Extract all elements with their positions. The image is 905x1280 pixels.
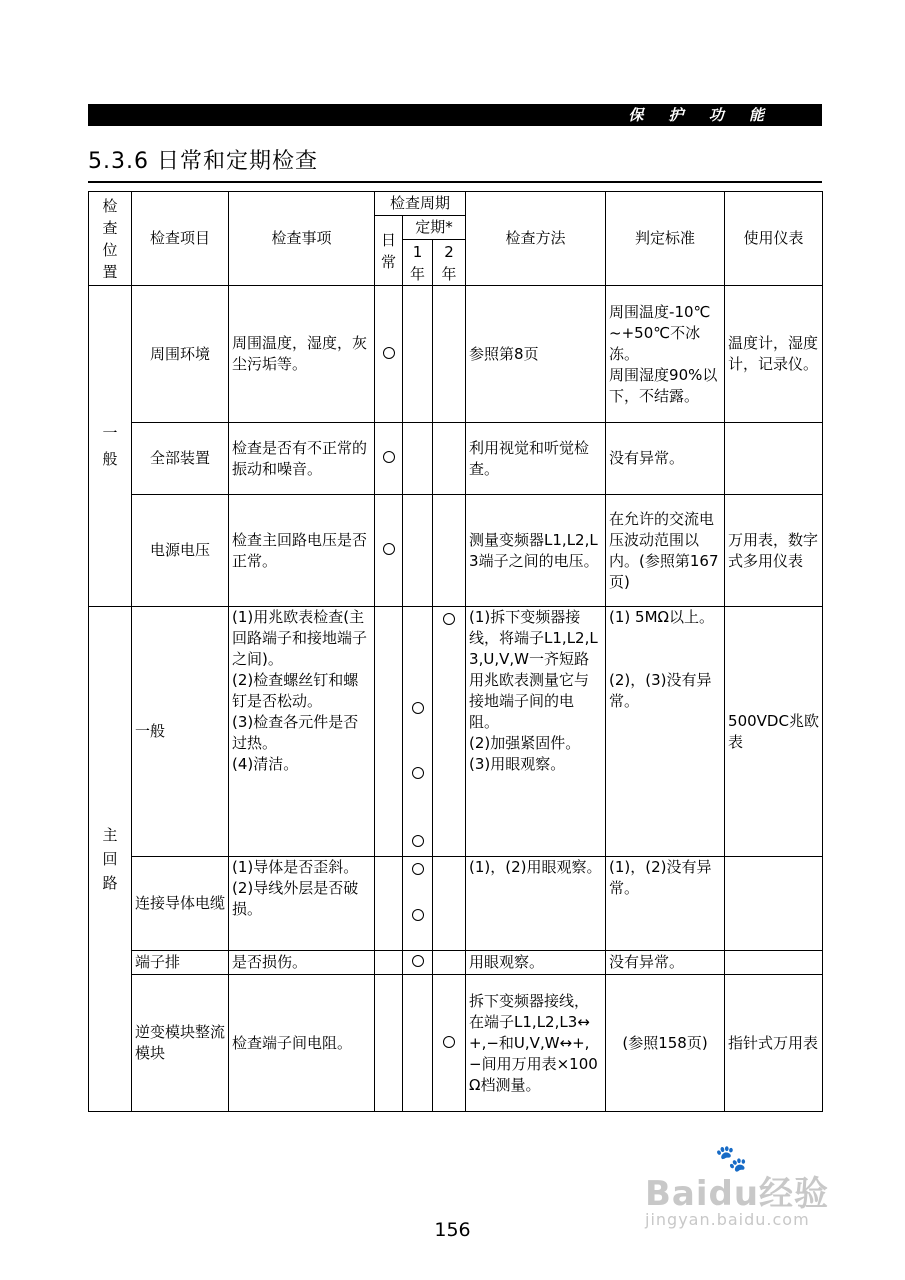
check-item: 连接导体电缆 xyxy=(132,857,229,951)
circle-mark-icon xyxy=(383,543,395,555)
circle-mark-icon xyxy=(412,909,424,921)
header-year2 xyxy=(433,240,466,286)
year2-mark xyxy=(433,423,466,495)
header-position-text: 检查位置 xyxy=(102,196,118,281)
check-criteria: 没有异常。 xyxy=(606,951,725,975)
check-method: 拆下变频器接线，在端子L1,L2,L3↔+,−和U,V,W↔+,−间用万用表×100Ω档测量。 xyxy=(466,975,606,1112)
check-criteria xyxy=(606,607,725,857)
check-matter: 周围温度，湿度，灰尘污垢等。 xyxy=(229,286,375,423)
title-rule xyxy=(88,181,822,183)
check-item: 一般 xyxy=(132,607,229,857)
header-matter: 检查事项 xyxy=(229,192,375,286)
matter-line: (2)检查螺丝钉和螺钉是否松动。 xyxy=(232,671,359,710)
circle-mark-icon xyxy=(443,613,455,625)
criteria-line: 周围温度-10℃~+50℃不冰冻。 xyxy=(609,302,711,363)
criteria-line: (2)，(3)没有异常。 xyxy=(609,671,712,710)
group-main-circuit-label: 主回路 xyxy=(102,826,118,892)
circle-mark-icon xyxy=(412,955,424,967)
year2-mark xyxy=(433,495,466,607)
method-line: (3)用眼观察。 xyxy=(469,755,566,773)
check-matter: 检查是否有不正常的振动和噪音。 xyxy=(229,423,375,495)
check-matter: 是否损伤。 xyxy=(229,951,375,975)
circle-mark-icon xyxy=(443,1036,455,1048)
baidu-paw-icon: 🐾 xyxy=(715,1144,748,1174)
year1-mark xyxy=(403,495,433,607)
page-number: 156 xyxy=(434,1219,471,1241)
header-year1 xyxy=(403,240,433,286)
year1-mark xyxy=(403,951,433,975)
year2-mark xyxy=(433,951,466,975)
circle-mark-icon xyxy=(412,767,424,779)
year1-mark xyxy=(403,423,433,495)
check-method: 测量变频器L1,L2,L3端子之间的电压。 xyxy=(466,495,606,607)
check-instrument xyxy=(725,423,823,495)
check-instrument: 温度计，湿度计，记录仪。 xyxy=(725,286,823,423)
check-criteria: 没有异常。 xyxy=(606,423,725,495)
check-item: 周围环境 xyxy=(132,286,229,423)
header-year1-text: 1年 xyxy=(409,242,425,283)
table-row xyxy=(89,607,823,857)
method-line: (1)拆下变频器接线，将端子L1,L2,L3,U,V,W一齐短路用兆欧表测量它与接地端子间的电阻。 xyxy=(469,608,598,731)
header-instrument: 使用仪表 xyxy=(725,192,823,286)
method-line: (2)加强紧固件。 xyxy=(469,734,581,752)
circle-mark-icon xyxy=(412,835,424,847)
check-matter: 检查主回路电压是否正常。 xyxy=(229,495,375,607)
watermark-logo: Baidu经验 xyxy=(645,1174,830,1214)
check-criteria xyxy=(606,286,725,423)
group-general xyxy=(89,286,132,607)
check-criteria: (参照158页) xyxy=(606,975,725,1112)
check-matter: 检查端子间电阻。 xyxy=(229,975,375,1112)
check-method xyxy=(466,607,606,857)
daily-mark xyxy=(375,423,403,495)
section-title: 5.3.6 日常和定期检查 xyxy=(88,149,318,174)
check-criteria: 在允许的交流电压波动范围以内。(参照第167页) xyxy=(606,495,725,607)
daily-mark xyxy=(375,975,403,1112)
daily-mark xyxy=(375,607,403,857)
year2-mark xyxy=(433,286,466,423)
matter-line: (2)导线外层是否破损。 xyxy=(232,879,359,918)
circle-mark-icon xyxy=(412,702,424,714)
table-row xyxy=(89,495,823,607)
group-general-label: 一般 xyxy=(102,424,118,468)
header-position xyxy=(89,192,132,286)
daily-mark xyxy=(375,286,403,423)
header-item: 检查项目 xyxy=(132,192,229,286)
matter-line: (1)导体是否歪斜。 xyxy=(232,858,359,876)
matter-line: (3)检查各元件是否过热。 xyxy=(232,713,359,752)
header-period: 检查周期 xyxy=(375,192,466,216)
check-method: 参照第8页 xyxy=(466,286,606,423)
check-method: 利用视觉和听觉检查。 xyxy=(466,423,606,495)
circle-mark-icon xyxy=(383,451,395,463)
chapter-header-title: 保 护 功 能 xyxy=(628,106,774,124)
header-criteria: 判定标准 xyxy=(606,192,725,286)
check-criteria: (1)，(2)没有异常。 xyxy=(606,857,725,951)
check-instrument xyxy=(725,857,823,951)
header-method: 检查方法 xyxy=(466,192,606,286)
table-row xyxy=(89,286,823,423)
check-instrument: 指针式万用表 xyxy=(725,975,823,1112)
inspection-table xyxy=(88,191,823,1112)
matter-line: (4)清洁。 xyxy=(232,755,299,773)
year1-mark xyxy=(403,607,433,857)
circle-mark-icon xyxy=(412,863,424,875)
year1-mark xyxy=(403,857,433,951)
criteria-line: 周围湿度90%以下，不结露。 xyxy=(609,365,718,405)
year1-mark xyxy=(403,975,433,1112)
table-row xyxy=(89,423,823,495)
watermark-url: jingyan.baidu.com xyxy=(645,1210,810,1229)
daily-mark xyxy=(375,857,403,951)
header-daily xyxy=(375,216,403,286)
circle-mark-icon xyxy=(383,347,395,359)
table-row xyxy=(89,857,823,951)
year2-mark xyxy=(433,857,466,951)
check-item: 逆变模块整流模块 xyxy=(132,975,229,1112)
check-instrument: 万用表，数字式多用仪表 xyxy=(725,495,823,607)
table-row xyxy=(89,975,823,1112)
check-item: 全部装置 xyxy=(132,423,229,495)
daily-mark xyxy=(375,951,403,975)
year2-mark xyxy=(433,975,466,1112)
header-daily-text: 日常 xyxy=(380,230,396,271)
daily-mark xyxy=(375,495,403,607)
check-instrument xyxy=(725,951,823,975)
header-regular: 定期* xyxy=(403,216,466,240)
table-row xyxy=(89,951,823,975)
baidu-watermark xyxy=(645,1140,875,1230)
check-method: 用眼观察。 xyxy=(466,951,606,975)
chapter-header-bar xyxy=(88,104,822,126)
header-year2-text: 2年 xyxy=(441,242,457,283)
check-item: 电源电压 xyxy=(132,495,229,607)
check-method: (1)，(2)用眼观察。 xyxy=(466,857,606,951)
group-main-circuit xyxy=(89,607,132,1112)
check-matter xyxy=(229,857,375,951)
check-instrument: 500VDC兆欧表 xyxy=(725,607,823,857)
year2-mark xyxy=(433,607,466,857)
year1-mark xyxy=(403,286,433,423)
check-matter xyxy=(229,607,375,857)
matter-line: (1)用兆欧表检查(主回路端子和接地端子之间)。 xyxy=(232,608,368,668)
criteria-line: (1) 5MΩ以上。 xyxy=(609,608,714,626)
check-item: 端子排 xyxy=(132,951,229,975)
